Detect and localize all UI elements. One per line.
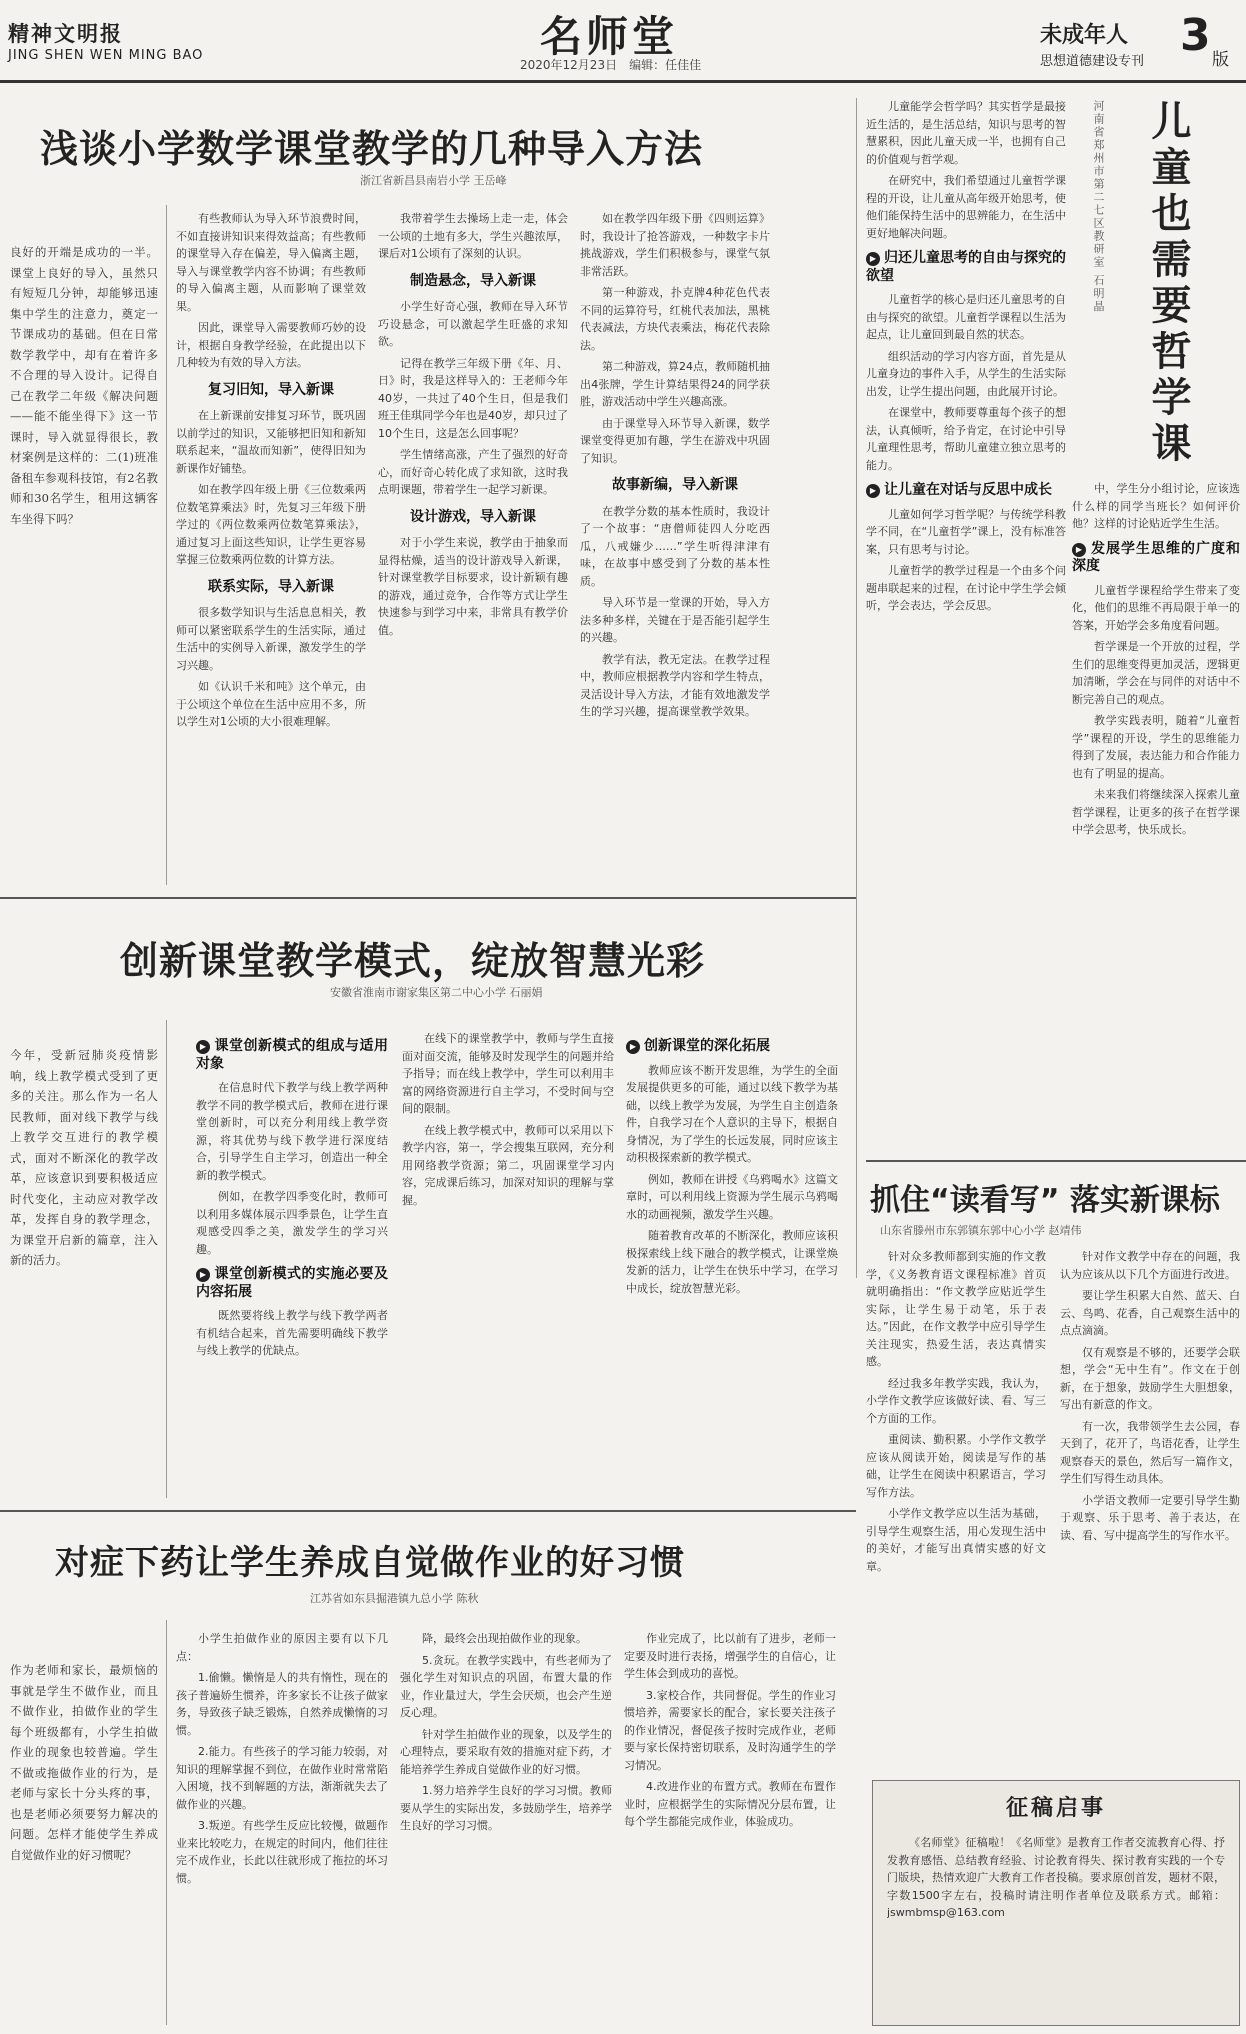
article-4-title: 抓住“读看写” 落实新课标 <box>870 1183 1220 1218</box>
subheading-text: 让儿童在对话与反思中成长 <box>884 482 1052 498</box>
divider <box>166 205 167 885</box>
paragraph: 在研究中，我们希望通过儿童哲学课程的开设，让儿童从高年级开始思考，使他们能保持生活中的思辨能力，在生活中更好地解决问题。 <box>866 174 1066 240</box>
paragraph: 3.叛逆。有些学生反应比较慢，做题作业来比较吃力，在规定的时间内，他们往往完不成作业，长此以往就形成了拖拉的坏习惯。 <box>176 1819 388 1885</box>
divider <box>856 98 857 1278</box>
section-rule <box>866 1160 1246 1162</box>
article-3-title: 创新课堂教学模式，绽放智慧光彩 <box>120 938 706 983</box>
paragraph: 在教学分数的基本性质时，我设计了一个故事：“唐僧师徒四人分吃西瓜，八戒嫌少……”学生听得津津有味，在故事中感受到了分数的基本性质。 <box>580 504 770 588</box>
special-title: 未成年人 <box>1040 23 1129 48</box>
paragraph: 儿童能学会哲学吗？其实哲学是最接近生活的，是生活总结，知识与思考的智慧累积，因此儿童天成一半，也拥有自己的价值观与哲学观。 <box>866 100 1066 166</box>
article-1-col2 <box>378 210 568 890</box>
paragraph: 重阅读、勤积累。小学作文教学应该从阅读开始，阅读是写作的基础，让学生在阅读中积累语言，学习写作方法。 <box>866 1433 1046 1499</box>
paragraph: 因此，课堂导入需要教师巧妙的设计，根据自身教学经验，在此提出以下几种较为有效的导入方法。 <box>176 321 366 369</box>
article-2-col1 <box>866 98 1066 1138</box>
paragraph: 在线上教学模式中，教师可以采用以下教学内容，第一，学会搜集互联网，充分利用网络教学资源；第二，巩固课堂学习内容，完成课后练习，加深对知识的理解与掌握。 <box>402 1123 614 1207</box>
article-5-col2 <box>400 1630 612 2025</box>
paragraph: 经过我多年教学实践，我认为，小学作文教学应该做好读、看、写三个方面的工作。 <box>866 1376 1046 1425</box>
subheading: 设计游戏，导入新课 <box>410 508 536 525</box>
article-3-intro: 今年，受新冠肺炎疫情影响，线上教学模式受到了更多的关注。那么作为一名人民教师，面对线下教学与线上教学交互进行的教学模式，面对不断深化的教学改革，应该意识到要积极适应时代变化，主动应对教学改革，发挥自身的教学理念，为课堂开启新的篇章，注入新的活力。 <box>10 1048 158 1267</box>
section-rule <box>0 897 856 899</box>
article-3-byline: 安徽省淮南市谢家集区第二中心小学 石丽娟 <box>330 986 543 999</box>
article-3-col2 <box>402 1030 614 1498</box>
paragraph: 《名师堂》征稿啦！《名师堂》是教育工作者交流教育心得、抒发教育感悟、总结教育经验、讨论教育得失、探讨教育实践的一个专门版块，热情欢迎广大教育工作者投稿。要求原创首发，题材不限，字数1500字左右，投稿时请注明作者单位及联系方式。邮箱：jswmbmsp@163.com <box>887 1836 1225 1919</box>
newspaper-name: 精神文明报 <box>8 21 123 46</box>
subheading-text: 课堂创新模式的实施必要及内容拓展 <box>196 1266 388 1300</box>
article-1-byline: 浙江省新昌县南岩小学 王岳峰 <box>360 174 507 187</box>
paragraph: 小学作文教学应以生活为基础，引导学生观察生活，用心发现生活中的美好，才能写出真情实感的好文章。 <box>866 1507 1046 1573</box>
paragraph: 有些教师认为导入环节浪费时间，不如直接讲知识来得效益高；有些教师的课堂导入存在偏差，导入偏离主题，导入与课堂教学内容不协调；有些教师的导入偏离主题，从而影响了课堂效果。 <box>176 212 366 313</box>
article-2-col2 <box>1072 480 1240 1140</box>
paragraph: 儿童如何学习哲学呢？与传统学科教学不同，在“儿童哲学”课上，没有标准答案，只有思考与讨论。 <box>866 507 1066 556</box>
subheading: 联系实际，导入新课 <box>208 578 334 595</box>
subheading-text: 发展学生思维的广度和深度 <box>1072 540 1240 574</box>
paragraph: 如《认识千米和吨》这个单元，由于公顷这个单位在生活中应用不多，所以学生对1公顷的大小很难理解。 <box>176 680 366 728</box>
paragraph: 第一种游戏，扑克牌4种花色代表不同的运算符号，红桃代表加法，黑桃代表减法，方块代表乘法，梅花代表除法。 <box>580 286 770 352</box>
paragraph: 小学语文教师一定要引导学生勤于观察、乐于思考、善于表达，在读、看、写中提高学生的写作水平。 <box>1060 1493 1240 1542</box>
paragraph: 记得在教学三年级下册《年、月、日》时，我是这样导入的：王老师今年40岁，一共过了40个生日，但是我们班王佳琪同学今年也是40岁，却只过了10个生日，这是怎么回事呢？ <box>378 356 568 440</box>
paragraph: 4.改进作业的布置方式。教师在布置作业时，应根据学生的实际情况分层布置，让每个学生都能完成作业，体验成功。 <box>624 1780 836 1828</box>
paragraph: 1.偷懒。懒惰是人的共有惰性，现在的孩子普遍娇生惯养，许多家长不让孩子做家务，导致孩子缺乏锻炼，自然养成懒惰的习惯。 <box>176 1671 388 1737</box>
article-2-title: 儿童也需要哲学课 <box>1145 100 1192 468</box>
paragraph: 哲学课是一个开放的过程，学生们的思维变得更加灵活，逻辑更加清晰，学会在与同伴的对话中不断完善自己的观点。 <box>1072 640 1240 706</box>
triangle-bullet-icon: ▶ <box>1072 543 1086 557</box>
article-1-intro: 良好的开端是成功的一半。课堂上良好的导入，虽然只有短短几分钟，却能够迅速集中学生的注意力，奠定一节课成功的基础。但在日常数学教学中，却有在着许多不合理的导入设计。记得自己在教学二年级《解决问题——能不能坐得下》这一节课时，导入就显得很长，教材案例是这样的：二(1)班准备租车参观科技馆，有2名教师和30名学生，租用这辆客车坐得下吗？ <box>10 245 158 526</box>
paragraph: 中，学生分小组讨论，应该选什么样的同学当班长？如何评价他？这样的讨论贴近学生生活。 <box>1072 482 1240 530</box>
paragraph: 1.努力培养学生良好的学习习惯。教师要从学生的实际出发，多鼓励学生，培养学生良好的学习习惯。 <box>400 1784 612 1832</box>
paragraph: 我带着学生去操场上走一走，体会一公顷的土地有多大，学生兴趣浓厚，课后对1公顷有了深刻的认识。 <box>378 212 568 260</box>
subheading: 制造悬念，导入新课 <box>410 272 536 289</box>
paragraph: 对于小学生来说，教学由于抽象而显得枯燥，适当的设计游戏导入新课，针对课堂教学目标要求，设计新颖有趣的游戏，通过竞争，合作等方式让学生快速参与到学习中来，非常具有教学价值。 <box>378 536 568 637</box>
article-4-col2 <box>1060 1248 1240 1768</box>
paragraph: 3.家校合作，共同督促。学生的作业习惯培养，需要家长的配合，家长要关注孩子的作业情况，督促孩子按时完成作业，老师要与家长保持密切联系，及时沟通学生的学习情况。 <box>624 1688 836 1772</box>
article-1-col1 <box>176 210 366 890</box>
paragraph: 导入环节是一堂课的开始，导入方法多种多样，关键在于是否能引起学生的兴趣。 <box>580 596 770 644</box>
call-for-papers-box <box>872 1780 1240 2026</box>
paragraph: 降，最终会出现拍做作业的现象。 <box>422 1632 587 1645</box>
paragraph: 很多数学知识与生活息息相关，教师可以紧密联系学生的生活实际，通过生活中的实例导入新课，激发学生的学习兴趣。 <box>176 606 366 672</box>
section-rule <box>0 1510 856 1512</box>
paragraph: 5.贪玩。在教学实践中，有些老师为了强化学生对知识点的巩固，布置大量的作业，作业量过大，学生会厌烦，也会产生逆反心理。 <box>400 1653 612 1719</box>
paragraph: 仅有观察是不够的，还要学会联想，学会“无中生有”。作文在于创新，在于想象，鼓励学生大胆想象，写出有新意的作文。 <box>1060 1345 1240 1411</box>
paragraph: 针对众多教师都到实施的作文教学，《义务教育语文课程标准》首页就明确指出：“作文教学应贴近学生实际，让学生易于动笔，乐于表达。”因此，在作文教学中应引导学生关注现实，热爱生活，表达真情实感。 <box>866 1250 1046 1368</box>
paragraph: 教师应该不断开发思维，为学生的全面发展提供更多的可能，通过以线下教学为基础，以线上教学为发展，为学生自主创造条件，自我学习在个人意识的主导下，根据自身情况，为了学生的长远发展，同时应该主动积极探索新的教学模式。 <box>626 1063 838 1164</box>
paragraph: 在上新课前安排复习环节，既巩固以前学过的知识，又能够把旧知和新知联系起来，“温故而知新”，使得旧知为新课作好铺垫。 <box>176 409 366 475</box>
newspaper-pinyin: JING SHEN WEN MING BAO <box>8 48 204 63</box>
triangle-bullet-icon: ▶ <box>866 484 880 498</box>
article-4-byline: 山东省滕州市东郭镇东郭中心小学 赵靖伟 <box>880 1224 1082 1237</box>
page-number: 3 <box>1180 10 1211 61</box>
paragraph: 针对学生拍做作业的现象，以及学生的心理特点，要采取有效的措施对症下药，才能培养学生养成自觉做作业的好习惯。 <box>400 1727 612 1776</box>
paragraph: 如在教学四年级上册《三位数乘两位数笔算乘法》时，先复习三年级下册学过的《两位数乘两位数笔算乘法》，通过复习上面这些知识，让学生更容易掌握三位数乘两位数的计算方法。 <box>176 483 366 566</box>
article-5-byline: 江苏省如东县掘港镇九总小学 陈秋 <box>310 1592 479 1605</box>
paragraph: 组织活动的学习内容方面，首先是从儿童身边的事件入手，从学生的生活实际出发，让学生提出问题，由此展开讨论。 <box>866 349 1066 398</box>
article-1-col3 <box>580 210 770 890</box>
subheading <box>1072 541 1240 576</box>
paragraph: 要让学生积累大自然、蓝天、白云、鸟鸣、花香，自己观察生活中的点点滴滴。 <box>1060 1289 1240 1337</box>
section-title: 名师堂 <box>540 12 679 61</box>
divider <box>166 1020 167 1498</box>
paragraph: 小学生拍做作业的原因主要有以下几点： <box>176 1632 388 1663</box>
notice-body <box>887 1834 1225 2014</box>
subheading-text: 归还儿童思考的自由与探究的欲望 <box>866 250 1066 284</box>
article-5-title: 对症下药让学生养成自觉做作业的好习惯 <box>55 1543 685 1583</box>
special-subtitle: 思想道德建设专刊 <box>1040 54 1145 69</box>
paragraph: 如在教学四年级下册《四则运算》时，我设计了抢答游戏，一种数字卡片挑战游戏，学生们积极参与，课堂气氛非常活跃。 <box>580 212 770 278</box>
paragraph: 小学生好奇心强，教师在导入环节巧设悬念，可以激起学生旺盛的求知欲。 <box>378 300 568 348</box>
page-unit: 版 <box>1212 50 1229 70</box>
paragraph: 教学有法，教无定法。在教学过程中，教师应根据教学内容和学生特点，灵活设计导入方法，才能有效地激发学生的学习兴趣，提高课堂教学效果。 <box>580 652 770 718</box>
subheading <box>196 1038 388 1073</box>
paragraph: 有一次，我带领学生去公园，春天到了，花开了，鸟语花香，让学生观察春天的景色，然后写一篇作文，学生们写得生动具体。 <box>1060 1419 1240 1485</box>
paragraph: 未来我们将继续深入探索儿童哲学课程，让更多的孩子在哲学课中学会思考，快乐成长。 <box>1072 788 1240 836</box>
paragraph: 既然要将线上教学与线下教学两者有机结合起来，首先需要明确线下教学与线上教学的优缺点。 <box>196 1309 388 1357</box>
triangle-bullet-icon: ▶ <box>196 1268 210 1282</box>
triangle-bullet-icon: ▶ <box>196 1040 210 1054</box>
paragraph: 作业完成了，比以前有了进步，老师一定要及时进行表扬，增强学生的自信心，让学生体会到成功的喜悦。 <box>624 1632 836 1680</box>
article-3-col1 <box>196 1030 388 1498</box>
triangle-bullet-icon: ▶ <box>626 1040 640 1054</box>
paragraph: 例如，教师在讲授《乌鸦喝水》这篇文章时，可以利用线上资源为学生展示乌鸦喝水的动画视频，激发学生兴趣。 <box>626 1172 838 1221</box>
subheading <box>866 250 1066 285</box>
article-1-title: 浅谈小学数学课堂教学的几种导入方法 <box>40 126 704 171</box>
paragraph: 在信息时代下教学与线上教学两种教学不同的教学模式后，教师在进行课堂创新时，可以充分利用线上教学资源，将其优势与线下教学进行深度结合，引导学生自主学习，创造出一种全新的教学模式。 <box>196 1081 388 1182</box>
subheading-text: 课堂创新模式的组成与适用对象 <box>196 1038 388 1072</box>
article-5-col3 <box>624 1630 836 2025</box>
paragraph: 儿童哲学的教学过程是一个由多个问题串联起来的过程，在讨论中学生学会倾听，学会表达，学会反思。 <box>866 564 1066 612</box>
paragraph: 教学实践表明，随着“儿童哲学”课程的开设，学生的思维能力得到了发展，表达能力和合作能力也有了明显的提高。 <box>1072 714 1240 780</box>
paragraph: 2.能力。有些孩子的学习能力较弱，对知识的理解掌握不到位，在做作业时常常陷入困境，找不到解题的方法，渐渐就失去了做作业的兴趣。 <box>176 1745 388 1811</box>
paragraph: 随着教育改革的不断深化，教师应该积极探索线上线下融合的教学模式，让课堂焕发新的活力，让学生在快乐中学习，在学习中成长，绽放智慧光彩。 <box>626 1229 838 1295</box>
article-4-col1 <box>866 1248 1046 1768</box>
divider <box>166 1620 167 2025</box>
article-3-col3 <box>626 1030 838 1498</box>
paragraph: 儿童哲学的核心是归还儿童思考的自由与探究的欲望。儿童哲学课程以生活为起点，让儿童回到最自然的状态。 <box>866 293 1066 341</box>
paragraph: 由于课堂导入环节导入新课，数学课堂变得更加有趣，学生在游戏中巩固了知识。 <box>580 416 770 465</box>
article-5-intro: 作为老师和家长，最烦恼的事就是学生不做作业，而且不做作业，拍做作业的学生每个班级都有，小学生拍做作业的现象也较普遍。学生不做或拖做作业的行为，是老师与家长十分头疼的事，也是老师必须要努力解决的问题。怎样才能使学生养成自觉做作业的好习惯呢？ <box>10 1663 158 1862</box>
subheading: 复习旧知，导入新课 <box>208 381 334 398</box>
subheading <box>196 1266 388 1301</box>
article-5-col1 <box>176 1630 388 2025</box>
paragraph: 第二种游戏，算24点，教师随机抽出4张牌，学生计算结果得24的同学获胜，游戏活动中学生兴趣高涨。 <box>580 360 770 408</box>
paragraph: 在课堂中，教师要尊重每个孩子的想法，认真倾听，给予肯定，在讨论中引导儿童理性思考，帮助儿童建立独立思考的能力。 <box>866 406 1066 472</box>
subheading-text: 创新课堂的深化拓展 <box>644 1038 770 1054</box>
paragraph: 例如，在教学四季变化时，教师可以利用多媒体展示四季景色，让学生直观感受四季之美，激发学生的学习兴趣。 <box>196 1190 388 1256</box>
notice-title: 征稿启事 <box>1005 1795 1106 1821</box>
dateline: 2020年12月23日 编辑：任佳佳 <box>520 58 702 72</box>
subheading <box>866 482 1066 500</box>
article-2-byline: 河南省郑州市第二七区教研室 石明晶 <box>1092 100 1105 314</box>
paragraph: 儿童哲学课程给学生带来了变化，他们的思维不再局限于单一的答案，开始学会多角度看问题。 <box>1072 583 1240 632</box>
paragraph: 在线下的课堂教学中，教师与学生直接面对面交流，能够及时发现学生的问题并给予指导；而在线上教学中，学生可以利用丰富的网络资源进行自主学习，不受时间与空间的限制。 <box>402 1032 614 1115</box>
triangle-bullet-icon: ▶ <box>866 252 880 266</box>
subheading <box>626 1038 838 1056</box>
subheading: 故事新编，导入新课 <box>612 477 738 493</box>
paragraph: 针对作文教学中存在的问题，我认为应该从以下几个方面进行改进。 <box>1060 1250 1240 1281</box>
header-rule <box>0 80 1246 83</box>
paragraph: 学生情绪高涨，产生了强烈的好奇心，而好奇心转化成了求知欲，这时我点明课题，带着学生一起学习新课。 <box>378 448 568 496</box>
